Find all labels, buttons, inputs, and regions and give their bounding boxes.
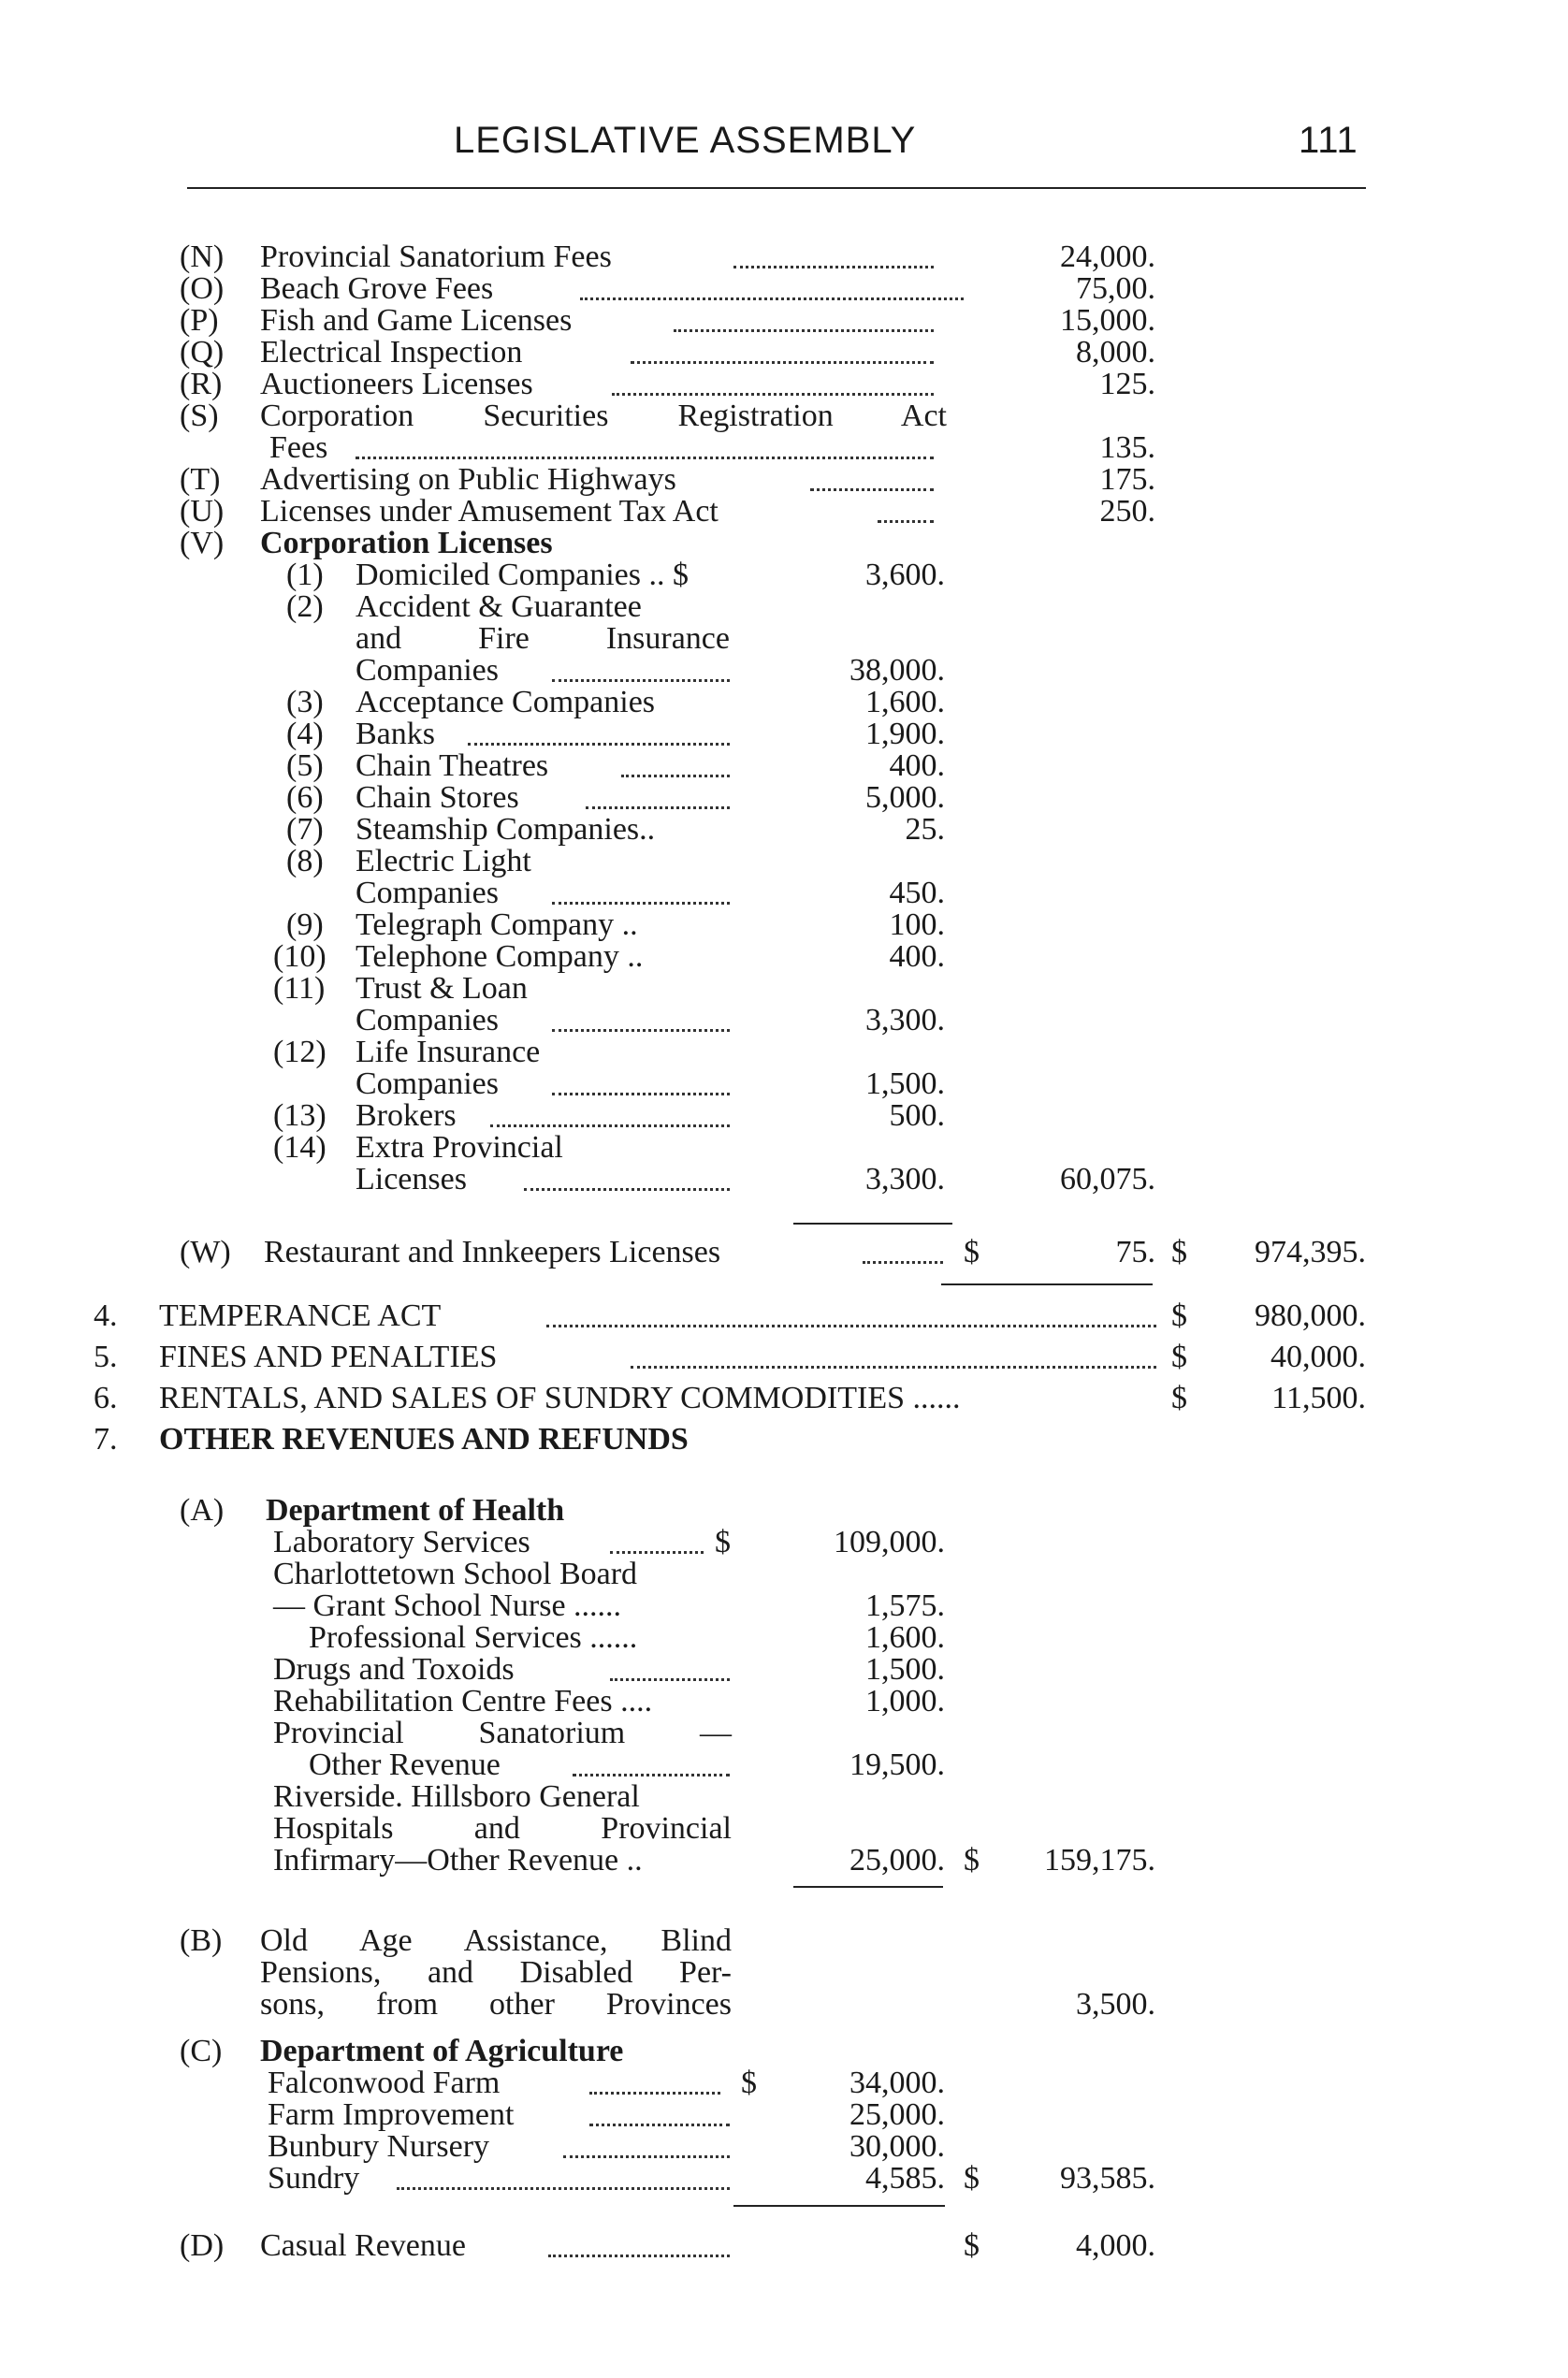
item-amount: 1,000. [865, 1684, 945, 1718]
corp-num: (3) [286, 685, 324, 719]
item-text: Hospitals and Provincial [273, 1811, 732, 1846]
leader-dots [552, 1093, 730, 1095]
item-amount: 30,000. [849, 2129, 945, 2164]
section-heading: Corporation Licenses [260, 526, 553, 560]
leader-dots [552, 679, 730, 682]
corp-amount: 1,500. [865, 1066, 945, 1101]
item-text: Advertising on Public Highways [260, 462, 676, 497]
item-text: Fees [269, 430, 328, 465]
item-text: Riverside. Hillsboro General [273, 1779, 640, 1814]
corp-num: (12) [273, 1035, 327, 1069]
dollar-sign: $ [715, 1525, 731, 1559]
section-title: OTHER REVENUES AND REFUNDS [159, 1422, 689, 1457]
corp-num: (9) [286, 907, 324, 942]
corp-num: (14) [273, 1130, 327, 1165]
item-amount: 1,600. [865, 1620, 945, 1655]
dollar-sign: $ [964, 2161, 980, 2196]
section-number: 7. [94, 1422, 118, 1457]
corp-num: (2) [286, 589, 324, 624]
item-amount: 8,000. [1076, 335, 1155, 370]
page-number: 111 [1299, 120, 1358, 161]
leader-dots [586, 806, 730, 809]
leader-dots [674, 329, 934, 332]
item-text: Drugs and Toxoids [273, 1652, 515, 1687]
dollar-sign: $ [964, 2228, 980, 2263]
item-label: (P) [180, 303, 219, 338]
section-amount: 980,000. [1255, 1298, 1366, 1333]
item-amount: 15,000. [1060, 303, 1155, 338]
corp-amount: 100. [889, 907, 945, 942]
dollar-sign: $ [964, 1235, 980, 1269]
corp-amount: 450. [889, 876, 945, 910]
item-amount: 125. [1099, 367, 1155, 401]
item-amount: 24,000. [1060, 239, 1155, 274]
corp-text: Banks [356, 717, 435, 751]
item-amount: 3,500. [1076, 1987, 1155, 2022]
section-title: FINES AND PENALTIES [159, 1340, 498, 1374]
corp-text: Chain Theatres [356, 748, 549, 783]
corp-amount: 500. [889, 1098, 945, 1133]
leader-dots [612, 393, 934, 396]
item-text: Restaurant and Innkeepers Licenses [264, 1235, 721, 1269]
item-amount: 250. [1099, 494, 1155, 529]
item-text: Laboratory Services [273, 1525, 530, 1559]
item-text: Electrical Inspection [260, 335, 523, 370]
corp-text: Companies [356, 1003, 499, 1037]
item-amount: 109,000. [834, 1525, 945, 1559]
dollar-sign: $ [964, 1843, 980, 1878]
item-text: Casual Revenue [260, 2228, 466, 2263]
corp-text: Telegraph Company .. [356, 907, 638, 942]
corp-amount: 1,600. [865, 685, 945, 719]
item-label: (S) [180, 399, 219, 433]
item-amount: 1,500. [865, 1652, 945, 1687]
section-amount: 11,500. [1271, 1381, 1366, 1415]
section-title: TEMPERANCE ACT [159, 1298, 442, 1333]
corp-amount: 3,600. [865, 558, 945, 592]
item-label: (R) [180, 367, 223, 401]
item-label: (A) [180, 1493, 225, 1528]
item-text: Provincial Sanatorium — [273, 1716, 732, 1750]
leader-dots [631, 361, 934, 364]
item-label: (W) [180, 1235, 231, 1269]
dollar-sign: $ [1171, 1381, 1187, 1415]
item-label: (Q) [180, 335, 225, 370]
leader-dots [580, 297, 964, 300]
item-text: sons, from other Provinces [260, 1987, 732, 2022]
item-label: (U) [180, 494, 225, 529]
subtotal-amount: 93,585. [1060, 2161, 1155, 2196]
leader-dots [863, 1261, 943, 1264]
corp-text: Extra Provincial [356, 1130, 563, 1165]
item-text: Falconwood Farm [268, 2066, 501, 2100]
item-amount: 4,000. [1076, 2228, 1155, 2263]
section-heading: Department of Agriculture [260, 2034, 624, 2068]
leader-dots [552, 1029, 730, 1032]
section-title: RENTALS, AND SALES OF SUNDRY COMMODITIES ...... [159, 1381, 961, 1415]
leader-dots [548, 2255, 730, 2257]
item-label: (V) [180, 526, 225, 560]
leader-dots [733, 266, 934, 268]
item-text: Professional Services ...... [309, 1620, 638, 1655]
item-label: (C) [180, 2034, 223, 2068]
dollar-sign: $ [1171, 1298, 1187, 1333]
corp-text: Life Insurance [356, 1035, 541, 1069]
item-text: Infirmary—Other Revenue .. [273, 1843, 643, 1878]
corp-amount: 400. [889, 939, 945, 974]
sum-rule [793, 1223, 952, 1225]
subtotal-amount: 159,175. [1044, 1843, 1155, 1878]
leader-dots [810, 488, 934, 491]
corp-num: (4) [286, 717, 324, 751]
sum-rule [793, 1886, 943, 1888]
sum-rule [733, 2205, 945, 2207]
item-text: Provincial Sanatorium Fees [260, 239, 612, 274]
corp-amount: 5,000. [865, 780, 945, 815]
leader-dots [490, 1124, 730, 1127]
item-text: Pensions, and Disabled Per- [260, 1955, 732, 1990]
item-text: Sundry [268, 2161, 360, 2196]
subtotal-amount: 60,075. [1060, 1162, 1155, 1196]
corp-amount: 1,900. [865, 717, 945, 751]
dollar-sign: $ [741, 2066, 757, 2100]
item-label: (N) [180, 239, 225, 274]
corp-amount: 3,300. [865, 1162, 945, 1196]
corp-text: Electric Light [356, 844, 531, 878]
corp-text: and Fire Insurance [356, 621, 730, 656]
leader-dots [589, 2124, 730, 2126]
item-label: (T) [180, 462, 221, 497]
leader-dots [610, 1551, 704, 1554]
leader-dots [610, 1678, 730, 1681]
corp-text: Accident & Guarantee [356, 589, 642, 624]
item-amount: 19,500. [849, 1747, 945, 1782]
corp-text: Companies [356, 876, 499, 910]
corp-num: (8) [286, 844, 324, 878]
item-amount: 34,000. [849, 2066, 945, 2100]
corp-num: (10) [273, 939, 327, 974]
section-heading: Department of Health [266, 1493, 565, 1528]
corp-num: (6) [286, 780, 324, 815]
section-number: 5. [94, 1340, 118, 1374]
corp-num: (11) [273, 971, 326, 1006]
item-text: Auctioneers Licenses [260, 367, 533, 401]
corp-text: Licenses [356, 1162, 467, 1196]
item-text: Farm Improvement [268, 2097, 515, 2132]
item-amount: 75,00. [1076, 271, 1155, 306]
dollar-sign: $ [1171, 1235, 1187, 1269]
leader-dots [573, 1774, 730, 1776]
item-text: Old Age Assistance, Blind [260, 1923, 732, 1958]
corp-text: Acceptance Companies [356, 685, 656, 719]
dollar-sign: $ [1171, 1340, 1187, 1374]
corp-amount: 3,300. [865, 1003, 945, 1037]
item-amount: 175. [1099, 462, 1155, 497]
leader-dots [397, 2187, 730, 2190]
leader-dots [468, 743, 730, 746]
corp-text: Companies [356, 653, 499, 688]
section-number: 6. [94, 1381, 118, 1415]
total-amount: 974,395. [1255, 1235, 1366, 1269]
leader-dots [589, 2092, 720, 2095]
item-label: (O) [180, 271, 225, 306]
item-text: Charlottetown School Board [273, 1557, 638, 1591]
leader-dots [356, 457, 934, 459]
section-number: 4. [94, 1298, 118, 1333]
item-amount: 135. [1099, 430, 1155, 465]
corp-text: Brokers [356, 1098, 457, 1133]
corp-text: Domiciled Companies .. $ [356, 558, 690, 592]
item-text: Bunbury Nursery [268, 2129, 490, 2164]
header-rule [187, 187, 1366, 189]
leader-dots [546, 1325, 1156, 1327]
item-amount: 25,000. [849, 1843, 945, 1878]
corp-text: Telephone Company .. [356, 939, 644, 974]
corp-text: Chain Stores [356, 780, 519, 815]
item-text: — Grant School Nurse ...... [273, 1588, 622, 1623]
corp-amount: 400. [889, 748, 945, 783]
section-amount: 40,000. [1270, 1340, 1366, 1374]
corp-text: Trust & Loan [356, 971, 528, 1006]
corp-num: (1) [286, 558, 324, 592]
corp-num: (5) [286, 748, 324, 783]
leader-dots [878, 520, 934, 523]
item-text: Beach Grove Fees [260, 271, 494, 306]
corp-text: Steamship Companies.. [356, 812, 656, 847]
item-amount: 75. [1115, 1235, 1155, 1269]
page-title: LEGISLATIVE ASSEMBLY [454, 120, 917, 161]
corp-amount: 25. [905, 812, 945, 847]
item-label: (B) [180, 1923, 223, 1958]
item-amount: 1,575. [865, 1588, 945, 1623]
leader-dots [631, 1366, 1156, 1369]
leader-dots [563, 2155, 730, 2158]
corp-num: (7) [286, 812, 324, 847]
corp-num: (13) [273, 1098, 327, 1133]
sum-rule [941, 1283, 1153, 1285]
corp-text: Companies [356, 1066, 499, 1101]
item-text: Other Revenue [309, 1747, 501, 1782]
leader-dots [621, 775, 730, 777]
item-text: Rehabilitation Centre Fees .... [273, 1684, 653, 1718]
item-text: Fish and Game Licenses [260, 303, 573, 338]
leader-dots [524, 1188, 730, 1191]
item-text: Corporation Securities Registration Act [260, 399, 947, 433]
corp-amount: 38,000. [849, 653, 945, 688]
leader-dots [552, 902, 730, 905]
item-amount: 25,000. [849, 2097, 945, 2132]
item-amount: 4,585. [865, 2161, 945, 2196]
item-text: Licenses under Amusement Tax Act [260, 494, 719, 529]
item-label: (D) [180, 2228, 225, 2263]
